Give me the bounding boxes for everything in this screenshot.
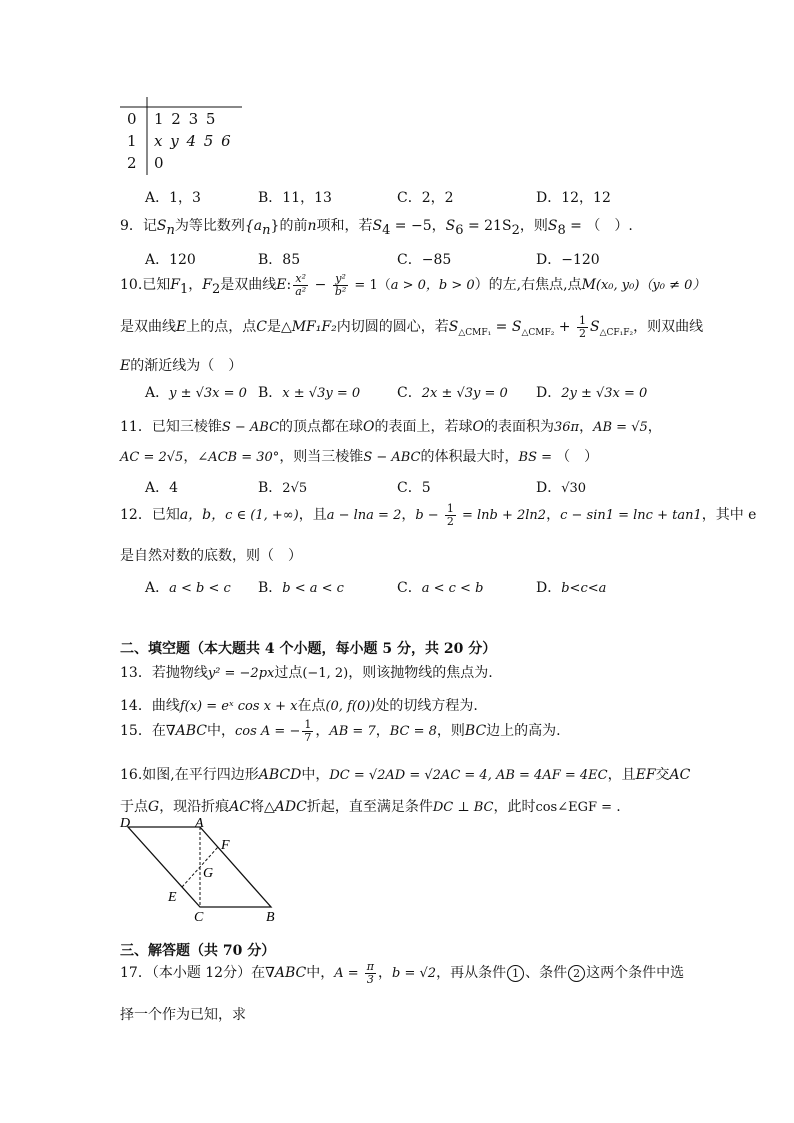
label-E: E (168, 890, 177, 905)
parallelogram-figure (118, 815, 288, 925)
q11-line-2: AC = 2√5，∠ACB = 30°，则当三棱锥S − ABC的体积最大时，BS = （ ） (120, 449, 599, 465)
q16-line-2: 于点G，现沿折痕AC将△ADC折起，直至满足条件DC ⊥ BC，此时cos∠EGF = . (120, 799, 621, 815)
label-F: F (221, 838, 230, 853)
q9-option-a: A．120 (145, 252, 196, 268)
q10-option-c: C．2x ± √3y = 0 (397, 385, 508, 401)
q11-option-d: D．√30 (536, 480, 587, 496)
q11-line-1: 11．已知三棱锥S − ABC的顶点都在球O的表面上，若球O的表面积为36π，AB = √5， (120, 419, 662, 435)
q12-option-b: B．b < a < c (258, 580, 344, 596)
q11-option-b: B．2√5 (258, 480, 308, 496)
leaves-0: 1 2 3 5 (154, 110, 216, 128)
label-G: G (203, 866, 214, 881)
q10-option-d: D．2y ± √3x = 0 (536, 385, 648, 401)
q17-line-2: 择一个作为已知，求 (120, 1007, 246, 1023)
q10-line-3: E的渐近线为（ ） (120, 358, 243, 374)
q9-option-b: B．85 (258, 252, 301, 268)
stem-2: 2 (127, 154, 137, 172)
q12-option-a: A．a < b < c (145, 580, 231, 596)
label-D: D (120, 816, 131, 831)
q9-option-d: D．−120 (536, 252, 600, 268)
q16-line-1: 16.如图,在平行四边形ABCD中，DC = √2AD = √2AC = 4, AB = 4AF = 4EC，且EF交AC (120, 767, 691, 783)
q12-line-1: 12．已知a，b，c ∈ (1, +∞)，且a − lna = 2，b − $\frac{1}{2}$ = lnb + 2ln2，c − sin1 = lnc + tan1，其中 e (120, 501, 757, 528)
q14: 14．曲线f(x) = eˣ cos x + x在点(0, f(0))处的切线方程为. (120, 698, 478, 714)
leaves-2: 0 (154, 154, 164, 172)
q8-option-a: A．1，3 (145, 190, 201, 206)
section-2-title: 二、填空题（本大题共 4 个小题，每小题 5 分，共 20 分） (120, 641, 497, 657)
stem-1: 1 (127, 132, 137, 150)
q9-option-c: C．−85 (397, 252, 452, 268)
q10-option-b: B．x ± √3y = 0 (258, 385, 361, 401)
q12-line-2: 是自然对数的底数，则（ ） (120, 548, 302, 564)
condition-2-marker: 2 (568, 965, 585, 982)
q10-option-a: A．y ± √3x = 0 (145, 385, 247, 401)
q8-option-b: B．11，13 (258, 190, 332, 206)
q10-line-2: 是双曲线E上的点，点C是△MF₁F₂内切圆的圆心，若$S_{\triangle CMF_1} = S_{\triangle CMF_2}$ + $\frac{1}{2}$ $S_{\triangle CF_1F_2}$，则双曲线 (120, 313, 704, 340)
q8-option-c: C．2，2 (397, 190, 454, 206)
leaves-1: x y 4 5 6 (154, 132, 231, 150)
q12-option-d: D．b<c<a (536, 580, 607, 596)
label-B: B (266, 910, 275, 925)
q11-option-c: C．5 (397, 480, 431, 496)
q13: 13．若抛物线y² = −2px过点(−1, 2)，则该抛物线的焦点为. (120, 665, 493, 681)
condition-1-marker: 1 (507, 965, 524, 982)
q10-line-1: 10.已知$F_1$，$F_2$是双曲线E: $\frac{\text{x²}}{\text{a²}}$ − $\frac{\text{y²}}{\text{b²}}$ = 1（a > 0，b > 0）的左,右焦点,点M(x₀, y₀)（y₀ ≠ 0） (120, 271, 706, 298)
stem-0: 0 (127, 110, 137, 128)
label-C: C (194, 910, 204, 925)
q9-stem: 9．记$S_n$为等比数列$\{a_n\}$的前n项和，若$S_4 = -5$，$S_6 = 21S_2$，则$S_8$ = （ ）. (120, 218, 633, 238)
q8-option-d: D．12，12 (536, 190, 611, 206)
label-A: A (195, 816, 204, 831)
q15: 15．在∇ABC中，cos A = − $\frac{1}{7}$ ，AB = 7，BC = 8，则BC边上的高为. (120, 717, 561, 744)
section-3-title: 三、解答题（共 70 分） (120, 943, 276, 959)
q12-option-c: C．a < c < b (397, 580, 484, 596)
q11-option-a: A．4 (145, 480, 179, 496)
q17-line-1: 17．（本小题 12分）在∇ABC中，A = $\frac{\pi}{3}$ ，b = √2，再从条件 1 、条件 2 这两个条件中选 (120, 959, 685, 986)
